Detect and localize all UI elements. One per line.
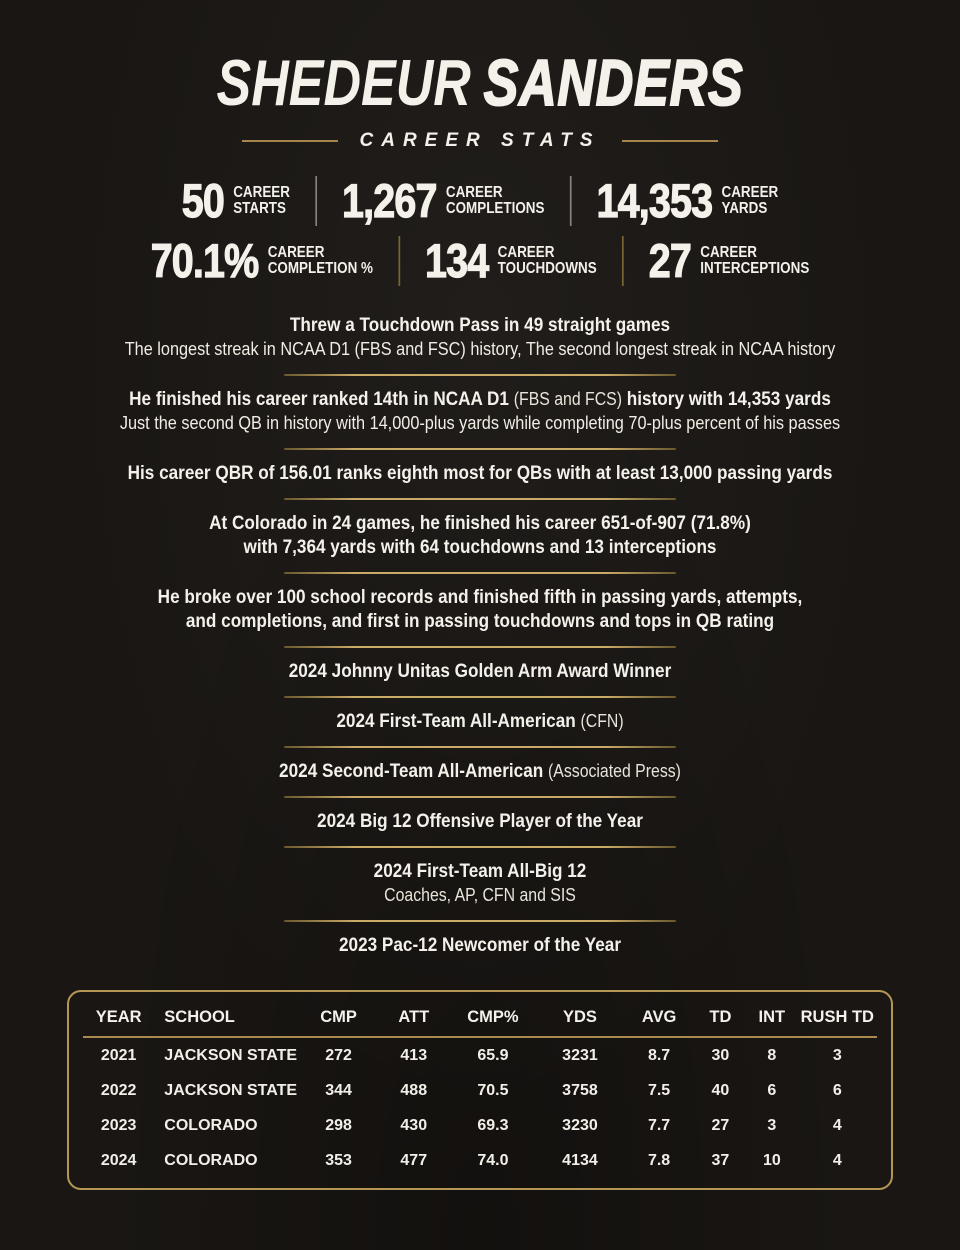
table-cell: 7.7 (647, 1116, 671, 1134)
section-award-first-team-all-american (58, 698, 903, 746)
table-cell: 4 (832, 1116, 842, 1134)
table-cell: 430 (400, 1116, 428, 1134)
section-line (58, 660, 903, 684)
stat-label-line: CAREER (721, 183, 779, 201)
column-header: CMP (299, 1000, 378, 1037)
section-award-unitas (58, 648, 903, 696)
column-header: ATT (378, 1000, 449, 1037)
text-segment: Just the second QB in history with 14,000-plus yards while completing 70-plus percent of his passes (119, 412, 841, 433)
text-segment: 2024 Big 12 Offensive Player of the Year (317, 810, 643, 832)
text-segment: 2023 Pac-12 Newcomer of the Year (338, 934, 622, 956)
section-award-first-team-all-big12 (58, 848, 903, 920)
section-line (58, 934, 903, 958)
table-cell: 8.7 (647, 1046, 671, 1064)
stat-label (446, 185, 545, 218)
stat-label (268, 245, 373, 278)
stat-label-line: STARTS (233, 199, 286, 217)
section-line (58, 314, 903, 338)
text-segment: He broke over 100 school records and finished fifth in passing yards, attempts, (157, 586, 803, 608)
section-line (58, 388, 903, 412)
text-segment: At Colorado in 24 games, he finished his career 651-of-907 (71.8%) (209, 512, 751, 534)
column-header: CMP% (449, 1000, 536, 1037)
table-cell: COLORADO (164, 1116, 258, 1134)
stat-value: 1,267 (342, 174, 437, 228)
stat-career-completions (342, 174, 545, 228)
section-td-streak (58, 302, 903, 374)
player-first-name: SHEDEUR (216, 46, 471, 119)
subtitle-label: CAREER STATS (359, 130, 601, 151)
stat-label-line: INTERCEPTIONS (700, 259, 810, 277)
table-cell: 6 (832, 1081, 842, 1099)
table-cell: JACKSON STATE (164, 1081, 298, 1099)
table-cell: 2023 (100, 1116, 137, 1134)
column-header: TD (695, 1000, 746, 1037)
table-cell: 40 (711, 1081, 730, 1099)
stat-label (722, 185, 779, 218)
stat-label-line: CAREER (700, 243, 758, 261)
table-cell: 488 (400, 1081, 428, 1099)
table-cell: 65.9 (477, 1046, 509, 1064)
stat-value: 50 (181, 174, 224, 228)
stat-career-touchdowns (425, 234, 597, 288)
subtitle-dash-left (242, 140, 338, 142)
stat-label (700, 245, 809, 278)
text-segment: history with 14,353 yards (622, 388, 831, 410)
stat-career-completion-pct (150, 234, 373, 288)
table-cell: 3 (767, 1116, 777, 1134)
table-cell: 7.8 (647, 1151, 671, 1169)
table-cell: 3 (832, 1046, 842, 1064)
table-cell: 2021 (100, 1046, 137, 1064)
section-line (58, 462, 903, 486)
table-cell: 4 (832, 1151, 842, 1169)
stat-label (498, 245, 597, 278)
stat-value: 134 (425, 234, 489, 288)
section-line (58, 338, 903, 362)
text-segment: He finished his career ranked 14th in NCAA D1 (129, 388, 514, 410)
table-cell: 3758 (562, 1081, 598, 1099)
text-segment: Coaches, AP, CFN and SIS (384, 885, 576, 905)
career-stats-table (67, 990, 893, 1190)
section-line (58, 860, 903, 884)
section-line (58, 760, 903, 784)
stat-label-line: COMPLETIONS (445, 199, 545, 217)
column-header: SCHOOL (154, 1000, 299, 1037)
table-cell: 30 (711, 1046, 730, 1064)
subtitle-dash-right (622, 140, 718, 142)
table-cell: 7.5 (647, 1081, 671, 1099)
stat-career-starts (181, 174, 290, 228)
stat-row-2 (77, 236, 883, 286)
text-segment: 2024 Second-Team All-American (279, 760, 549, 782)
text-segment: Threw a Touchdown Pass in 49 straight games (289, 314, 671, 336)
stat-career-interceptions (648, 234, 810, 288)
stat-separator (622, 236, 624, 286)
table-body (83, 1037, 877, 1178)
table-cell: 70.5 (477, 1081, 509, 1099)
stat-label-line: YARDS (721, 199, 768, 217)
table-cell: 27 (711, 1116, 730, 1134)
table-row (83, 1143, 877, 1178)
table-cell: JACKSON STATE (164, 1046, 298, 1064)
table-cell: 272 (325, 1046, 352, 1064)
section-award-second-team-all-american (58, 748, 903, 796)
section-line (58, 810, 903, 834)
table-cell: 2022 (100, 1081, 137, 1099)
stat-value: 14,353 (596, 174, 713, 228)
table-cell: 69.3 (477, 1116, 509, 1134)
section-line (58, 586, 903, 610)
section-line (58, 884, 903, 908)
table-row (83, 1108, 877, 1143)
text-segment: 2024 First-Team All-American (336, 710, 581, 732)
sections (0, 302, 960, 970)
table-cell: 2024 (100, 1151, 137, 1169)
table-cell: 477 (400, 1151, 428, 1169)
column-header: INT (746, 1000, 797, 1037)
stat-separator (570, 176, 572, 226)
table-header-row (83, 1000, 877, 1037)
text-segment: with 7,364 yards with 64 touchdowns and 13 interceptions (243, 536, 717, 558)
table-cell: COLORADO (164, 1151, 258, 1169)
stat-label-line: CAREER (445, 183, 503, 201)
column-header: YDS (536, 1000, 623, 1037)
table-cell: 6 (767, 1081, 777, 1099)
stat-separator (398, 236, 400, 286)
table-cell: 10 (762, 1151, 781, 1169)
text-segment: (Associated Press) (548, 761, 681, 781)
section-line (58, 610, 903, 634)
text-segment: His career QBR of 156.01 ranks eighth most for QBs with at least 13,000 passing yards (127, 462, 833, 484)
table-cell: 344 (325, 1081, 352, 1099)
table-cell: 74.0 (477, 1151, 509, 1169)
table-row (83, 1073, 877, 1108)
section-line (58, 512, 903, 536)
section-line (58, 412, 903, 436)
stat-label-line: CAREER (497, 243, 555, 261)
page-title (96, 46, 864, 119)
stat-label-line: COMPLETION % (267, 259, 373, 277)
column-header: AVG (623, 1000, 694, 1037)
column-header: YEAR (83, 1000, 154, 1037)
column-header: RUSH TD (798, 1000, 877, 1037)
table-cell: 413 (400, 1046, 428, 1064)
section-line (58, 710, 903, 734)
section-qbr-rank (58, 450, 903, 498)
stat-label-line: CAREER (233, 183, 290, 201)
stat-value: 27 (648, 234, 692, 288)
table-cell: 353 (325, 1151, 352, 1169)
table-cell: 298 (325, 1116, 352, 1134)
section-line (58, 536, 903, 560)
text-segment: (FBS and FCS) (513, 389, 623, 409)
stat-label-line: TOUCHDOWNS (497, 259, 597, 277)
subtitle (0, 130, 960, 152)
stat-career-yards (596, 174, 779, 228)
text-segment: 2024 First-Team All-Big 12 (373, 860, 587, 882)
stats-table (83, 1000, 877, 1178)
table-cell: 3230 (562, 1116, 598, 1134)
table-cell: 37 (711, 1151, 730, 1169)
stat-label-line: CAREER (267, 243, 325, 261)
table-cell: 3231 (562, 1046, 598, 1064)
section-colorado-summary (58, 500, 903, 572)
stat-separator (315, 176, 317, 226)
stat-row-1 (77, 176, 883, 226)
section-award-big12-opoy (58, 798, 903, 846)
section-award-pac12-newcomer (58, 922, 903, 970)
table-cell: 4134 (562, 1151, 598, 1169)
section-yards-rank (58, 376, 903, 448)
stat-value: 70.1% (150, 234, 259, 288)
text-segment: 2024 Johnny Unitas Golden Arm Award Winner (288, 660, 672, 682)
text-segment: The longest streak in NCAA D1 (FBS and FSC) history, The second longest streak in NCAA history (124, 338, 836, 359)
text-segment: (CFN) (580, 711, 624, 731)
stat-label (233, 185, 290, 218)
section-school-records (58, 574, 903, 646)
table-cell: 8 (767, 1046, 777, 1064)
text-segment: and completions, and first in passing touchdowns and tops in QB rating (185, 610, 775, 632)
player-last-name: SANDERS (483, 46, 744, 119)
table-row (83, 1037, 877, 1073)
